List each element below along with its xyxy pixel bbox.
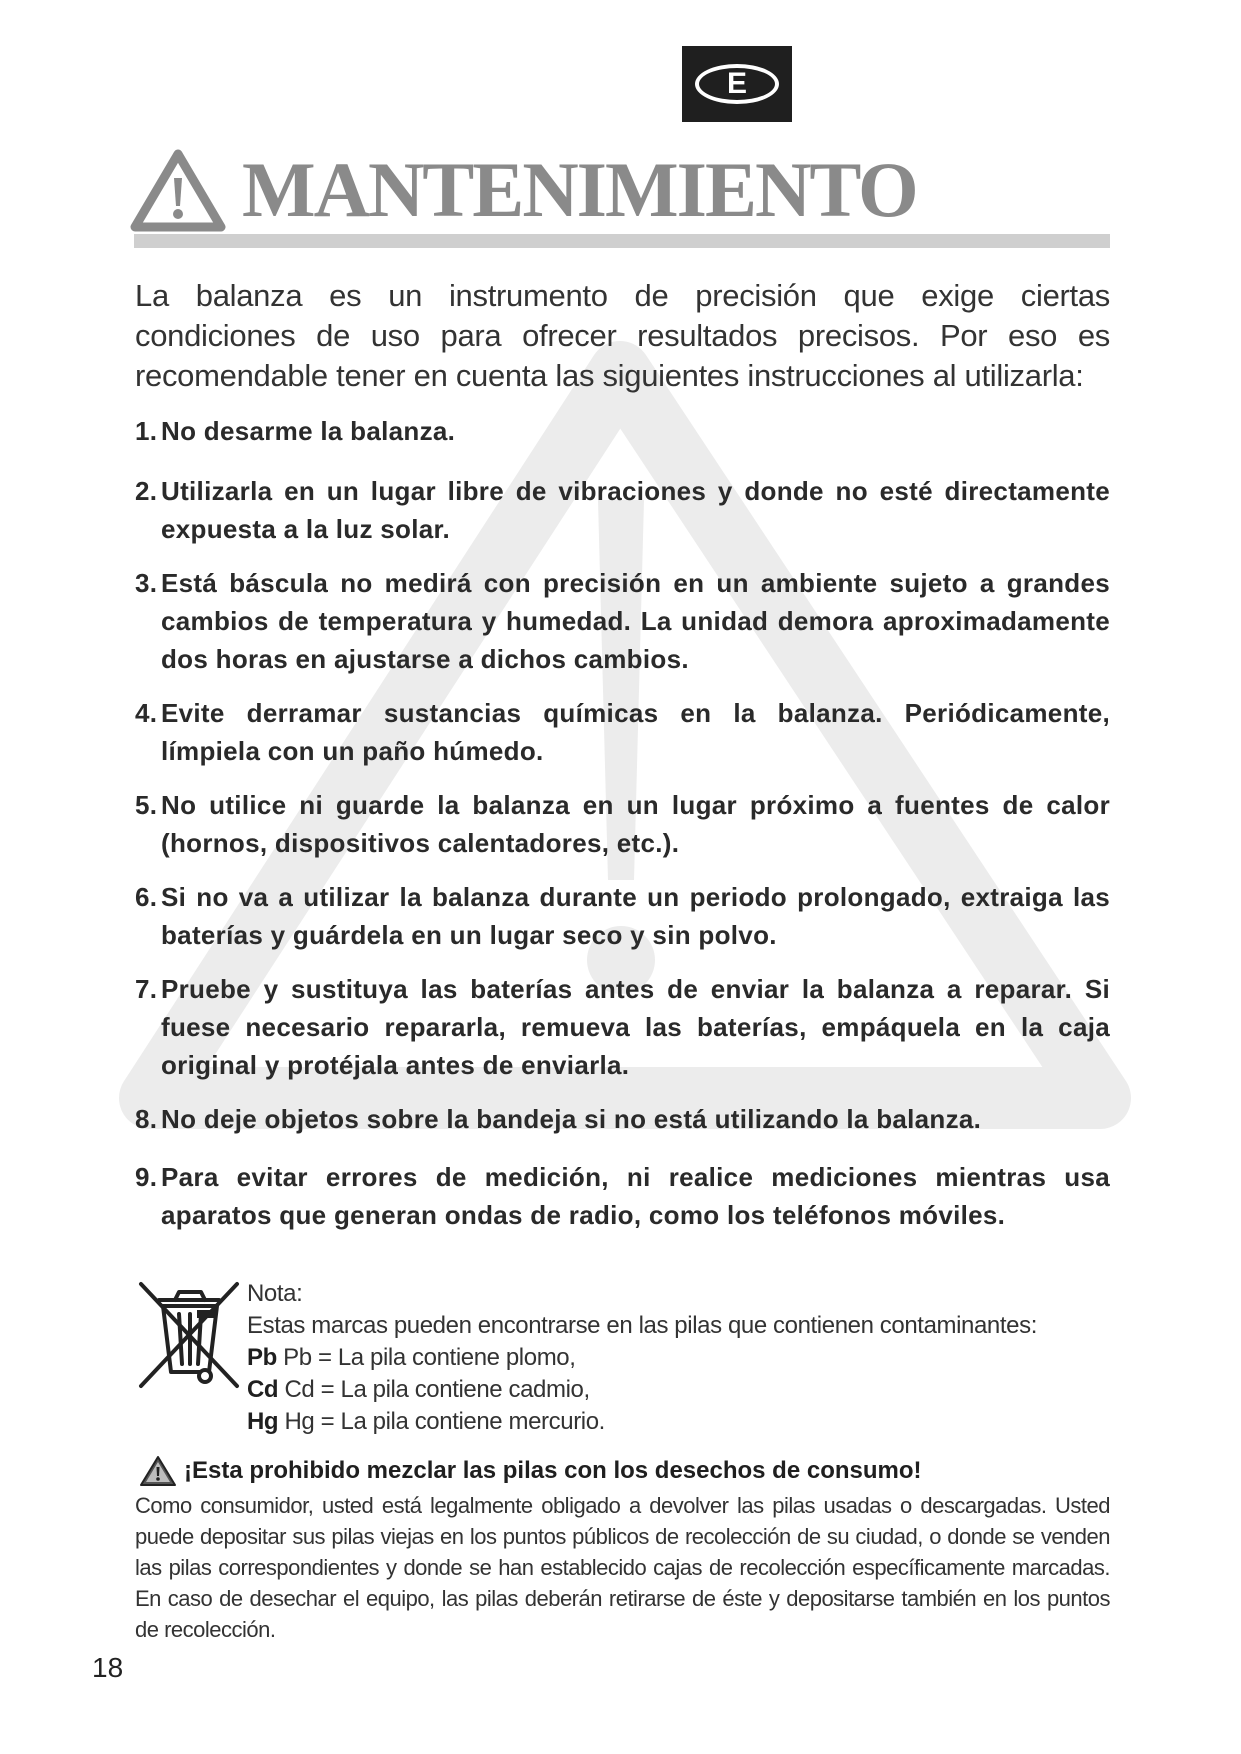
list-item [135,970,1110,1084]
note-item [247,1342,1037,1374]
title-row [130,140,917,240]
note-item-text: Pb = La pila contiene plomo, [283,1344,576,1371]
list-item-text: Para evitar errores de medición, ni realice mediciones mientras usa aparatos que generan ondas de radio, como los teléfonos móviles. [161,1162,1110,1230]
note-text [247,1278,1037,1438]
note-item-text: Cd = La pila contiene cadmio, [284,1376,590,1403]
note-item-symbol: Cd [247,1376,279,1403]
consumer-paragraph: Como consumidor, usted está legalmente obligado a devolver las pilas usadas o descargadas. Usted puede depositar sus pilas viejas en los puntos públicos de recolección de su ciudad, o donde se venden las pilas correspondientes y donde se han establecido cajas de recolección específicamente marcadas. En caso de desechar el equipo, las pilas deberán retirarse de éste y depositarse también en los puntos de recolección. [135,1493,1110,1642]
note-label: Nota: [247,1280,303,1307]
list-item-number: 3. [135,568,158,598]
crossed-out-bin-icon [135,1278,243,1390]
disposal-warning [138,1454,922,1488]
language-badge-oval [695,64,779,104]
list-item [135,412,1110,450]
list-item-number: 8. [135,1104,158,1134]
language-badge [682,46,792,122]
list-item-number: 7. [135,974,158,1004]
note-item [247,1406,1037,1438]
title-divider [134,234,1110,248]
warning-triangle-icon [130,148,226,232]
page-title: MANTENIMIENTO [242,146,917,233]
list-item-number: 9. [135,1162,158,1192]
list-item-text: No deje objetos sobre la bandeja si no está utilizando la balanza. [161,1104,982,1134]
note-item [247,1374,1037,1406]
list-item-number: 4. [135,698,158,728]
list-item [135,564,1110,678]
warning-text: ¡Esta prohibido mezclar las pilas con los desechos de consumo! [184,1457,922,1484]
list-item [135,472,1110,548]
list-item-text: No utilice ni guarde la balanza en un lugar próximo a fuentes de calor (hornos, dispositivos calentadores, etc.). [161,790,1110,858]
warning-triangle-small-icon [138,1454,178,1488]
note-item-symbol: Pb [247,1344,277,1371]
list-item [135,694,1110,770]
language-badge-letter: E [726,67,747,100]
list-item-text: Utilizarla en un lugar libre de vibraciones y donde no esté directamente expuesta a la luz solar. [161,476,1110,544]
list-item-text: Evite derramar sustancias químicas en la balanza. Periódicamente, límpiela con un paño húmedo. [161,698,1110,766]
battery-note [135,1278,1110,1438]
list-item-number: 5. [135,790,158,820]
list-item-number: 6. [135,882,158,912]
list-item [135,786,1110,862]
list-item-text: Pruebe y sustituya las baterías antes de enviar la balanza a reparar. Si fuese necesario repararla, remueva las baterías, empáquela en la caja original y protéjala antes de enviarla. [161,974,1110,1080]
note-description: Estas marcas pueden encontrarse en las pilas que contienen contaminantes: [247,1312,1037,1339]
note-item-symbol: Hg [247,1408,279,1435]
list-item [135,1100,1110,1138]
intro-paragraph: La balanza es un instrumento de precisión que exige ciertas condiciones de uso para ofrecer resultados precisos. Por eso es recomendable tener en cuenta las siguientes instrucciones al utilizarla: [135,278,1110,393]
list-item-number: 2. [135,476,158,506]
list-item-number: 1. [135,416,158,446]
instruction-list [135,412,1110,1234]
note-item-text: Hg = La pila contiene mercurio. [284,1408,605,1435]
list-item-text: Está báscula no medirá con precisión en un ambiente sujeto a grandes cambios de temperatura y humedad. La unidad demora aproximadamente dos horas en ajustarse a dichos cambios. [161,568,1110,674]
list-item [135,1158,1110,1234]
list-item [135,878,1110,954]
list-item-text: Si no va a utilizar la balanza durante un periodo prolongado, extraiga las baterías y guárdela en un lugar seco y sin polvo. [161,882,1110,950]
page-number: 18 [92,1652,124,1683]
list-item-text: No desarme la balanza. [161,416,456,446]
